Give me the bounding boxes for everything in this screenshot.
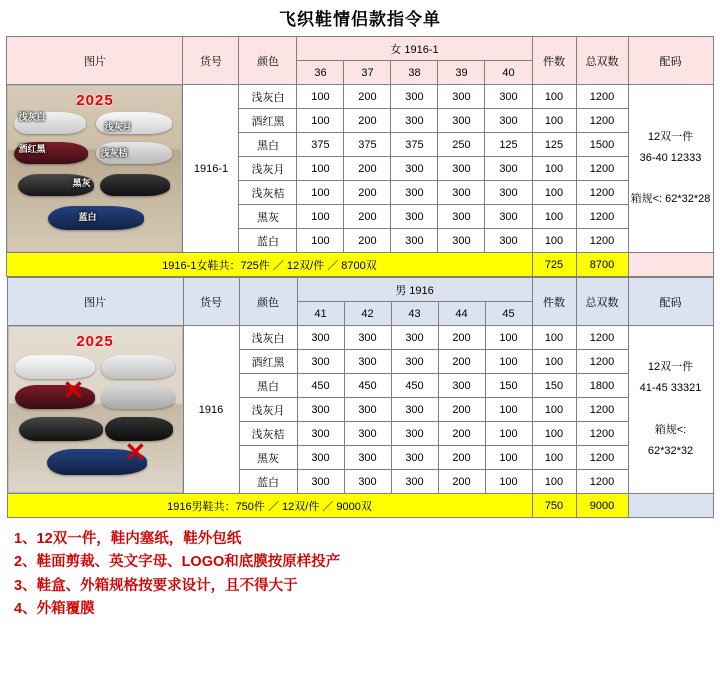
women-qty-5-0: 100 [297,205,344,229]
women-qty-6-1: 200 [344,229,391,253]
men-pieces-1: 100 [532,350,576,374]
men-pieces-6: 100 [532,470,576,494]
men-color-6: 蓝白 [239,470,297,494]
men-qty-4-3: 200 [438,422,485,446]
women-size-2: 38 [391,61,438,85]
men-group-label: 男 1916 [297,278,532,302]
women-pieces-0: 100 [532,85,576,109]
men-pack-code [628,326,713,494]
photo-label: 酒红黑 [18,144,46,154]
x-mark-icon: ✕ [124,437,147,467]
notes-section [0,518,720,622]
women-qty-6-3: 300 [438,229,485,253]
men-summary-text: 1916男鞋共：750件 ／ 12双/件 ／ 9000双 [7,494,532,518]
men-pairs-2: 1800 [576,374,628,398]
women-color-1: 酒红黑 [239,109,297,133]
photo-label: 蓝白 [78,212,97,222]
men-summary-row [7,494,713,518]
women-header-row [7,37,713,61]
pack-code-line: 箱规<: [654,423,687,436]
women-color-5: 黑灰 [239,205,297,229]
men-qty-5-3: 200 [438,446,485,470]
women-qty-2-0: 375 [297,133,344,157]
shoe-shape [101,355,175,379]
men-qty-2-3: 300 [438,374,485,398]
women-qty-2-4: 125 [485,133,532,157]
men-qty-5-4: 100 [485,446,532,470]
women-qty-5-4: 300 [485,205,532,229]
table-row [7,326,713,350]
women-pieces-3: 100 [532,157,576,181]
men-size-0: 41 [297,302,344,326]
header-article: 货号 [183,278,239,326]
men-qty-2-0: 450 [297,374,344,398]
photo-women [7,85,182,252]
men-color-5: 黑灰 [239,446,297,470]
men-qty-3-2: 300 [391,398,438,422]
women-qty-6-4: 300 [485,229,532,253]
women-qty-2-1: 375 [344,133,391,157]
shoe-shape [100,174,170,196]
women-product-photo [7,85,183,253]
women-qty-5-1: 200 [344,205,391,229]
x-mark-icon: ✕ [62,375,85,405]
women-qty-0-0: 100 [297,85,344,109]
men-qty-5-1: 300 [344,446,391,470]
women-qty-3-4: 300 [485,157,532,181]
men-qty-0-4: 100 [485,326,532,350]
pack-code-line: 12双一件 [647,130,694,143]
men-qty-0-1: 300 [344,326,391,350]
men-pieces-4: 100 [532,422,576,446]
women-order-table [6,36,713,277]
men-color-3: 浅灰月 [239,398,297,422]
men-size-2: 43 [391,302,438,326]
photo-label: 浅灰月 [104,122,132,132]
women-qty-3-0: 100 [297,157,344,181]
women-qty-0-4: 300 [485,85,532,109]
photo-label: 浅灰白 [18,112,46,122]
men-qty-2-4: 150 [485,374,532,398]
women-pieces-6: 100 [532,229,576,253]
men-header-row [7,278,713,302]
header-pieces: 件数 [532,278,576,326]
women-pairs-0: 1200 [576,85,628,109]
men-qty-6-3: 200 [438,470,485,494]
women-summary-pieces: 725 [532,253,576,277]
table-row [7,85,713,109]
women-qty-4-3: 300 [438,181,485,205]
men-qty-3-0: 300 [297,398,344,422]
photo-label: 黑灰 [72,178,91,188]
women-qty-1-3: 300 [438,109,485,133]
women-pieces-1: 100 [532,109,576,133]
women-pieces-2: 125 [532,133,576,157]
note-line-3: 3、鞋盒、外箱规格按要求设计，且不得大于 [14,577,298,594]
men-pairs-1: 1200 [576,350,628,374]
women-pack-code [628,85,713,253]
women-pairs-4: 1200 [576,181,628,205]
men-qty-4-4: 100 [485,422,532,446]
women-pairs-6: 1200 [576,229,628,253]
women-qty-3-3: 300 [438,157,485,181]
women-qty-0-2: 300 [391,85,438,109]
men-qty-4-0: 300 [297,422,344,446]
note-line-1: 1、12双一件，鞋内塞纸，鞋外包纸 [14,531,242,547]
men-pairs-6: 1200 [576,470,628,494]
men-qty-5-0: 300 [297,446,344,470]
women-qty-5-3: 300 [438,205,485,229]
photo-year-label: 2025 [76,92,114,109]
shoe-shape [101,385,175,409]
men-qty-1-3: 200 [438,350,485,374]
men-qty-2-1: 450 [344,374,391,398]
pack-code-line: 36-40 12333 [639,151,702,164]
men-pairs-4: 1200 [576,422,628,446]
women-article-no: 1916-1 [183,85,239,253]
women-qty-0-3: 300 [438,85,485,109]
women-qty-3-2: 300 [391,157,438,181]
women-qty-1-0: 100 [297,109,344,133]
women-qty-2-3: 250 [438,133,485,157]
page-title: 飞织鞋情侣款指令单 [279,10,441,29]
men-qty-6-0: 300 [297,470,344,494]
header-total-pairs: 总双数 [576,278,628,326]
header-article: 货号 [183,37,239,85]
men-summary-pairs: 9000 [576,494,628,518]
men-color-4: 浅灰桔 [239,422,297,446]
photo-men [8,326,183,493]
women-qty-6-0: 100 [297,229,344,253]
women-size-0: 36 [297,61,344,85]
header-pieces: 件数 [532,37,576,85]
men-article-no: 1916 [183,326,239,494]
men-pairs-0: 1200 [576,326,628,350]
women-size-3: 39 [438,61,485,85]
women-color-3: 浅灰月 [239,157,297,181]
pack-code-line: 12双一件 [647,361,694,374]
women-pieces-4: 100 [532,181,576,205]
women-qty-5-2: 300 [391,205,438,229]
photo-year-label: 2025 [76,333,114,350]
pack-code-line: 62*32*32 [647,444,694,457]
women-qty-3-1: 200 [344,157,391,181]
women-color-4: 浅灰桔 [239,181,297,205]
men-qty-6-4: 100 [485,470,532,494]
men-summary-pieces: 750 [532,494,576,518]
men-pieces-0: 100 [532,326,576,350]
men-qty-4-2: 300 [391,422,438,446]
women-qty-4-4: 300 [485,181,532,205]
men-qty-2-2: 450 [391,374,438,398]
women-qty-2-2: 375 [391,133,438,157]
men-product-photo [7,326,183,494]
women-color-0: 浅灰白 [239,85,297,109]
men-qty-3-3: 200 [438,398,485,422]
men-pieces-2: 150 [532,374,576,398]
pack-code-line: 箱规<: 62*32*28 [630,193,711,206]
men-qty-1-0: 300 [297,350,344,374]
header-color: 颜色 [239,278,297,326]
women-pairs-2: 1500 [576,133,628,157]
men-qty-0-2: 300 [391,326,438,350]
men-qty-5-2: 300 [391,446,438,470]
men-size-4: 45 [485,302,532,326]
note-line-2: 2、鞋面剪裁、英文字母、LOGO和底膜按原样投产 [14,554,341,571]
women-qty-0-1: 200 [344,85,391,109]
note-line-4: 4、外箱覆膜 [14,601,95,618]
photo-label: 浅灰桔 [100,148,128,158]
header-pack-code: 配码 [628,37,713,85]
men-qty-0-0: 300 [297,326,344,350]
men-qty-1-4: 100 [485,350,532,374]
women-qty-4-2: 300 [391,181,438,205]
women-qty-1-1: 200 [344,109,391,133]
women-color-6: 蓝白 [239,229,297,253]
women-qty-1-2: 300 [391,109,438,133]
men-qty-3-1: 300 [344,398,391,422]
women-size-1: 37 [344,61,391,85]
women-summary-text: 1916-1女鞋共：725件 ／ 12双/件 ／ 8700双 [7,253,532,277]
women-qty-6-2: 300 [391,229,438,253]
women-pairs-3: 1200 [576,157,628,181]
men-size-3: 44 [438,302,485,326]
men-qty-1-2: 300 [391,350,438,374]
men-qty-6-2: 300 [391,470,438,494]
header-image: 图片 [7,278,183,326]
header-color: 颜色 [239,37,297,85]
header-pack-code: 配码 [628,278,713,326]
men-qty-4-1: 300 [344,422,391,446]
header-total-pairs: 总双数 [576,37,628,85]
pack-code-line: 41-45 33321 [639,382,702,395]
women-pairs-1: 1200 [576,109,628,133]
men-pairs-5: 1200 [576,446,628,470]
women-size-4: 40 [485,61,532,85]
women-summary-pairs: 8700 [576,253,628,277]
men-pairs-3: 1200 [576,398,628,422]
women-color-2: 黑白 [239,133,297,157]
women-qty-4-0: 100 [297,181,344,205]
shoe-shape [19,417,103,441]
men-size-1: 42 [344,302,391,326]
women-summary-blank [628,253,713,277]
men-order-table [7,277,714,518]
men-color-1: 酒红黑 [239,350,297,374]
men-qty-1-1: 300 [344,350,391,374]
women-qty-4-1: 200 [344,181,391,205]
women-qty-1-4: 300 [485,109,532,133]
women-summary-row [7,253,713,277]
men-qty-6-1: 300 [344,470,391,494]
women-pairs-5: 1200 [576,205,628,229]
men-pieces-5: 100 [532,446,576,470]
men-qty-0-3: 200 [438,326,485,350]
men-pieces-3: 100 [532,398,576,422]
women-group-label: 女 1916-1 [297,37,532,61]
men-color-0: 浅灰白 [239,326,297,350]
women-pieces-5: 100 [532,205,576,229]
header-image: 图片 [7,37,183,85]
men-color-2: 黑白 [239,374,297,398]
men-summary-blank [628,494,713,518]
men-qty-3-4: 100 [485,398,532,422]
